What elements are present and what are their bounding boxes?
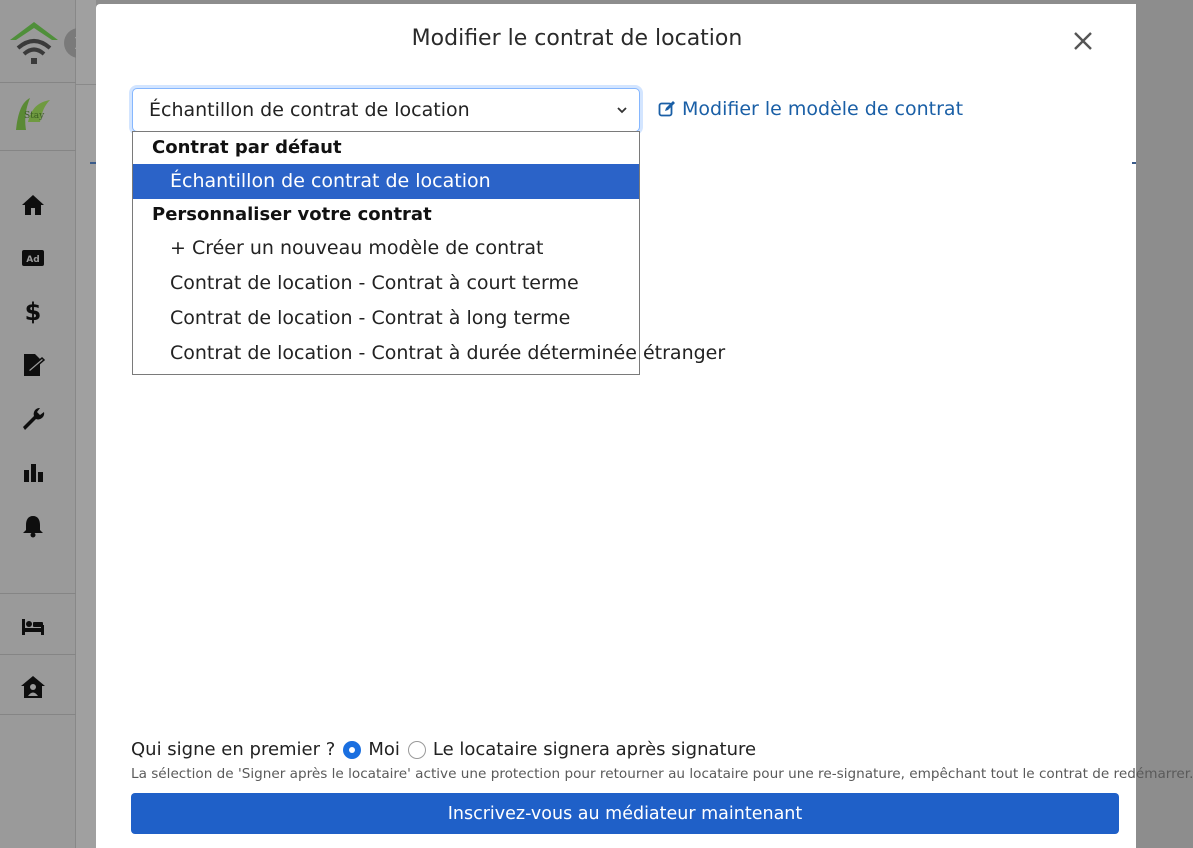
sidebar-divider <box>0 82 76 83</box>
bell-icon[interactable] <box>18 511 48 541</box>
signer-order-row <box>131 739 756 760</box>
dropdown-option-short-term[interactable]: Contrat de location - Contrat à court terme <box>170 272 579 294</box>
signer-question: Qui signe en premier ? <box>131 739 336 760</box>
dropdown-option-fixed-term-foreign[interactable]: Contrat de location - Contrat à durée déterminée étranger <box>170 342 726 364</box>
dropdown-option-create-new[interactable]: + Créer un nouveau modèle de contrat <box>170 237 544 259</box>
sidebar <box>0 0 76 848</box>
background-divider <box>76 84 96 85</box>
signer-help-text: La sélection de 'Signer après le locataire' active une protection pour retourner au locataire pour une re-signature, empêchant tout le contrat de redémarrer. <box>131 766 1193 782</box>
contract-template-dropdown <box>132 131 726 375</box>
radio-me-label[interactable]: Moi <box>368 739 400 760</box>
sidebar-divider <box>0 714 76 715</box>
contract-template-select-value: Échantillon de contrat de location <box>149 99 470 121</box>
dollar-glyph: $ <box>24 298 42 326</box>
wrench-icon[interactable] <box>18 404 48 434</box>
radio-tenant[interactable] <box>408 741 426 759</box>
edit-template-link[interactable] <box>658 98 963 120</box>
sidebar-divider <box>0 593 76 594</box>
home-icon[interactable] <box>18 190 48 220</box>
wifi-house-logo <box>8 18 60 68</box>
dropdown-option-sample[interactable]: Échantillon de contrat de location <box>133 164 639 199</box>
edit-contract-modal <box>96 4 1193 848</box>
bed-icon[interactable] <box>18 611 48 641</box>
chevron-down-icon <box>615 103 629 117</box>
contract-sign-icon[interactable] <box>18 350 48 380</box>
brand-logo <box>10 92 62 136</box>
dropdown-option-long-term[interactable]: Contrat de location - Contrat à long terme <box>170 307 571 329</box>
svg-text:Ad: Ad <box>26 255 40 265</box>
chart-icon[interactable] <box>18 458 48 488</box>
edit-template-link-label: Modifier le modèle de contrat <box>682 98 964 120</box>
close-button[interactable] <box>1070 28 1096 54</box>
radio-tenant-label[interactable]: Le locataire signera après signature <box>432 739 757 760</box>
dropdown-group-custom: Personnaliser votre contrat <box>152 204 432 225</box>
sidebar-divider <box>0 150 76 151</box>
dropdown-group-default: Contrat par défaut <box>152 137 342 158</box>
house-user-icon[interactable] <box>18 672 48 702</box>
modal-title: Modifier le contrat de location <box>411 26 743 51</box>
background-tab-underline <box>1132 162 1136 164</box>
sidebar-divider <box>0 654 76 655</box>
background-page <box>76 0 96 848</box>
ad-icon[interactable] <box>18 243 48 273</box>
edit-icon <box>658 100 676 118</box>
radio-me[interactable] <box>343 741 361 759</box>
close-icon <box>1073 31 1093 51</box>
dollar-icon[interactable] <box>18 297 48 327</box>
contract-template-select[interactable] <box>132 88 640 132</box>
register-mediator-button[interactable]: Inscrivez-vous au médiateur maintenant <box>131 793 1119 834</box>
svg-text:Stay: Stay <box>24 111 45 121</box>
